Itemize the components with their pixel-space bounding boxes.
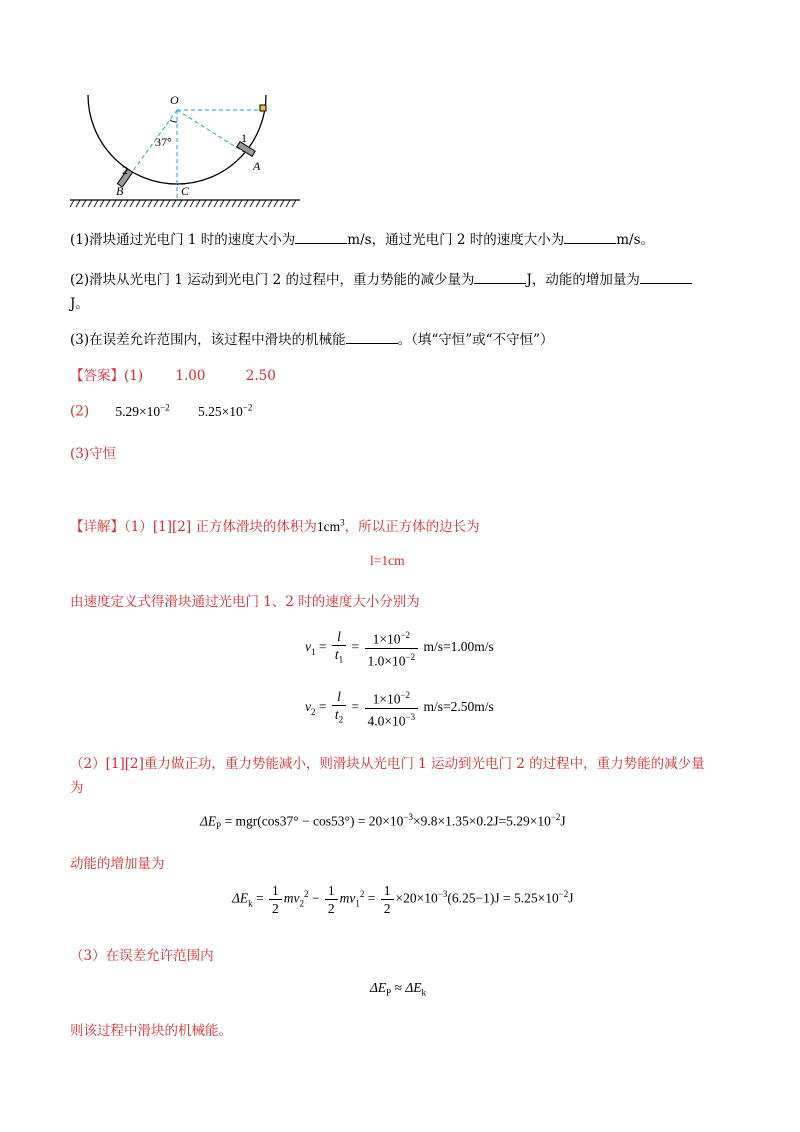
question-2-line-2: J。 [70, 296, 89, 312]
label-angle: 37° [155, 135, 172, 149]
question-2-line-1: (2)滑块从光电门 1 运动到光电门 2 的过程中，重力势能的减少量为 J，动能的增加量为 [70, 268, 692, 288]
detail-line-3: （2）[1][2]重力做正功，重力势能减小，则滑块从光电门 1 运动到光电门 2 的过程中，重力势能的减少量 [70, 756, 705, 772]
detail-label: 【详解】 [70, 519, 124, 535]
answer-label: 【答案】 [70, 368, 124, 384]
detail-line-4: 为 [70, 780, 84, 796]
volume-value: $1cm^3$ [316, 517, 345, 534]
detail-line-6: （3）在误差允许范围内 [70, 948, 214, 964]
label-a: A [253, 159, 261, 173]
ground-hatching [70, 200, 296, 207]
label-2: 2 [122, 163, 128, 177]
equation-ep: $\Delta E_P = mgr(\cos 37^\circ - \cos 53^\circ) = 20\times 10^{-3}\times 9.8\times 1.35\times 0.2J=5.29\times 10^{-2}J$ [200, 812, 566, 832]
label-o: O [170, 93, 179, 107]
detail-line-7: 则该过程中滑块的机械能。 [70, 1023, 232, 1039]
equation-ek: $\Delta E_k$ = $\frac{1}{2}$ $mv_2^2$ − $\frac{1}{2}$ $mv_1^2$ = $\frac{1}{2}$ $\times 20\times 10^{-3}(6.25-1)J = 5.25\times 10^{-2}J$ [232, 883, 574, 916]
blank-3 [474, 271, 526, 284]
answer-ek: $5.25\times 10^{-2}$ [198, 402, 253, 419]
answer-v1: 1.00 [175, 368, 206, 384]
slider-block [260, 105, 266, 111]
equation-compare: $\Delta E_P \approx \Delta E_k$ [370, 980, 427, 998]
question-1: (1)滑块通过光电门 1 时的速度大小为 m/s，通过光电门 2 时的速度大小为 m/s。 [70, 232, 655, 248]
answer-line-2: (2) $5.29\times 10^{-2}$ $5.25\times 10^{-2}$ [70, 402, 253, 420]
answer-line-3: (3)守恒 [70, 446, 117, 462]
blank-1 [295, 231, 347, 244]
equation-v2: $v_2$ = $\frac{l}{t_2}$ = $\frac{1\times 10^{-2}}{4.0\times 10^{-3}}$ m/s=2.50m/s [305, 688, 494, 728]
equation-v1: $v_1$ = $\frac{l}{t_1}$ = $\frac{1\times 10^{-2}}{1.0\times 10^{-2}}$ m/s=1.00m/s [305, 628, 494, 668]
angle-arc [170, 120, 177, 122]
answer-v2: 2.50 [245, 368, 276, 384]
detail-line-5: 动能的增加量为 [70, 856, 165, 872]
blank-2 [564, 231, 616, 244]
label-b: B [116, 184, 124, 198]
label-1: 1 [241, 131, 247, 145]
equation-l: l=1cm [370, 553, 405, 568]
label-c: C [181, 184, 190, 198]
detail-line-1: 【详解】（1）[1][2] 正方体滑块的体积为$1cm^3$，所以正方体的边长为 [70, 517, 480, 535]
blank-5 [346, 331, 398, 344]
blank-4 [640, 271, 692, 284]
answer-line-1: 【答案】(1) 1.00 2.50 [70, 368, 276, 384]
detail-line-2: 由速度定义式得滑块通过光电门 1、2 时的速度大小分别为 [70, 594, 420, 610]
experiment-diagram [70, 90, 310, 215]
answer-ep: $5.29\times 10^{-2}$ [115, 402, 170, 419]
question-3: (3)在误差允许范围内，该过程中滑块的机械能 。（填“守恒”或“不守恒”） [70, 332, 554, 348]
